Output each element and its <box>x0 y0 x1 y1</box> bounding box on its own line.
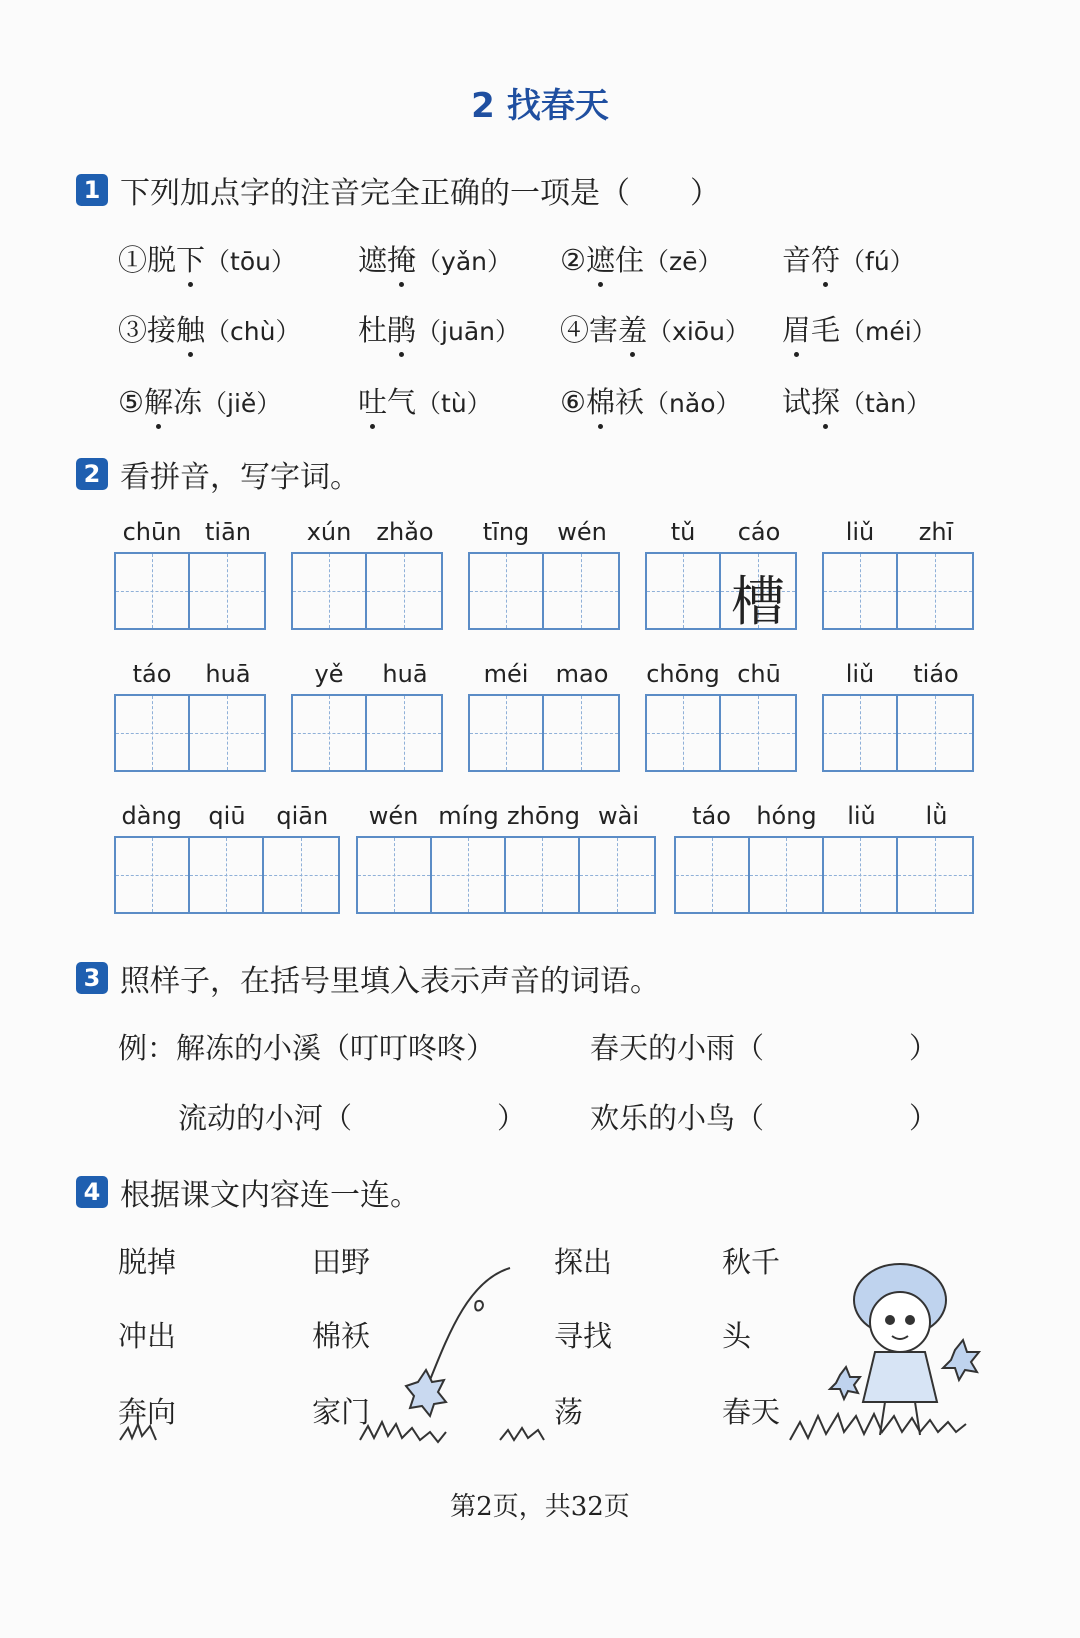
writing-cell[interactable] <box>544 554 618 628</box>
option-char: 音 <box>782 243 812 277</box>
pinyin-row <box>674 802 974 836</box>
q3-example: 例：解冻的小溪（叮叮咚咚） <box>118 1031 496 1065</box>
pinyin-row <box>645 660 797 694</box>
q1-option <box>560 308 750 349</box>
written-char: 槽 <box>731 570 785 633</box>
match-item[interactable]: 寻找 <box>554 1319 613 1353</box>
tianzige-cells <box>291 694 443 772</box>
pinyin-row <box>356 802 656 836</box>
question-number-badge: 2 <box>76 458 108 490</box>
word-box <box>468 660 620 772</box>
option-marker: ⑤ <box>118 385 144 419</box>
question-number-badge: 1 <box>76 174 108 206</box>
pinyin-label: táo <box>132 660 172 688</box>
option-pinyin: （yǎn） <box>416 247 512 276</box>
match-item[interactable]: 头 <box>722 1319 752 1353</box>
question-2 <box>76 452 360 496</box>
writing-cell[interactable] <box>676 838 750 912</box>
tianzige-cells <box>822 552 974 630</box>
word-box <box>468 518 620 630</box>
match-item[interactable]: 荡 <box>554 1395 584 1429</box>
pinyin-row <box>114 802 340 836</box>
match-item[interactable]: 探出 <box>554 1245 613 1279</box>
word-box <box>114 518 266 630</box>
pinyin-label: tǔ <box>670 518 696 546</box>
q1-option <box>118 308 300 349</box>
dotted-char: 探 <box>811 380 840 421</box>
q1-option <box>560 238 723 279</box>
writing-cell[interactable] <box>824 838 898 912</box>
dotted-char: 眉 <box>782 308 811 349</box>
writing-cell[interactable] <box>824 554 898 628</box>
lesson-number: 2 <box>471 86 495 126</box>
option-marker: ③ <box>118 313 148 347</box>
option-char: 冻 <box>173 385 203 419</box>
pinyin-label: chūn <box>122 518 182 546</box>
q3-item[interactable]: 欢乐的小鸟（ ） <box>590 1101 939 1135</box>
question-4 <box>76 1170 420 1214</box>
pinyin-label: dàng <box>121 802 182 830</box>
match-item[interactable]: 奔向 <box>118 1395 177 1429</box>
grass-small-icon <box>500 1428 544 1440</box>
q1-option <box>782 238 915 279</box>
word-box <box>356 802 656 914</box>
q3-item[interactable]: 流动的小河（ ） <box>178 1101 527 1135</box>
girl-illustration-icon <box>830 1264 979 1435</box>
pinyin-row <box>114 518 266 552</box>
dotted-char: 鹃 <box>387 308 416 349</box>
pinyin-label: huā <box>205 660 251 688</box>
dotted-char: 下 <box>176 238 205 279</box>
match-item[interactable]: 脱掉 <box>118 1245 177 1279</box>
pinyin-label: liǔ <box>847 802 876 830</box>
word-box <box>822 518 974 630</box>
pinyin-label: qiān <box>276 802 329 830</box>
option-pinyin: （nǎo） <box>644 389 741 418</box>
word-box <box>674 802 974 914</box>
writing-cell[interactable] <box>824 696 898 770</box>
option-marker: ④ <box>560 313 590 347</box>
lesson-title: 找春天 <box>506 86 609 126</box>
writing-cell[interactable] <box>432 838 506 912</box>
writing-cell[interactable] <box>190 696 264 770</box>
writing-cell[interactable] <box>647 554 721 628</box>
pinyin-row <box>645 518 797 552</box>
dotted-char: 棉 <box>586 380 615 421</box>
pinyin-label: wén <box>368 802 419 830</box>
pinyin-label: zhǎo <box>376 518 434 546</box>
tianzige-cells <box>645 694 797 772</box>
question-number-badge: 4 <box>76 1176 108 1208</box>
pinyin-label: chū <box>737 660 781 688</box>
grass-left-icon <box>120 1424 156 1440</box>
writing-cell[interactable] <box>898 696 972 770</box>
writing-cell[interactable] <box>721 554 795 633</box>
word-box <box>645 518 797 633</box>
writing-cell[interactable] <box>580 838 654 912</box>
writing-cell[interactable] <box>721 696 795 770</box>
pinyin-label: huā <box>382 660 428 688</box>
pinyin-label: wài <box>597 802 639 830</box>
option-pinyin: （xiōu） <box>647 317 750 346</box>
option-pinyin: （tōu） <box>205 247 296 276</box>
question-prompt: 根据课文内容连一连。 <box>120 1178 420 1213</box>
grass-right-icon <box>790 1414 966 1440</box>
dotted-char: 羞 <box>618 308 647 349</box>
dotted-char: 吐 <box>358 380 387 421</box>
decoration-illustration <box>0 1240 1080 1460</box>
tianzige-cells <box>114 694 266 772</box>
pinyin-label: xún <box>306 518 352 546</box>
pinyin-label: yě <box>314 660 344 688</box>
writing-cell[interactable] <box>898 838 972 912</box>
grass-middle-icon <box>360 1422 446 1442</box>
option-pinyin: （tù） <box>416 389 492 418</box>
pinyin-row <box>822 660 974 694</box>
writing-cell[interactable] <box>470 696 544 770</box>
pinyin-label: liǔ <box>845 518 875 546</box>
q1-option <box>358 380 492 421</box>
tianzige-cells <box>356 836 656 914</box>
pinyin-label: zhōng <box>507 802 580 830</box>
option-char: 气 <box>387 385 417 419</box>
writing-cell[interactable] <box>367 554 441 628</box>
flower-stem-line <box>430 1268 510 1380</box>
pinyin-label: wén <box>557 518 607 546</box>
match-item[interactable]: 家门 <box>312 1395 371 1429</box>
writing-cell[interactable] <box>116 696 190 770</box>
writing-cell[interactable] <box>190 554 264 628</box>
writing-cell[interactable] <box>116 838 190 912</box>
tianzige-cells <box>468 552 620 630</box>
option-char: 杜 <box>358 313 388 347</box>
q3-item[interactable]: 春天的小雨（ ） <box>590 1031 939 1065</box>
tianzige-cells <box>114 836 340 914</box>
option-char: 住 <box>615 243 645 277</box>
match-item[interactable]: 田野 <box>312 1245 371 1279</box>
match-item[interactable]: 春天 <box>722 1395 781 1429</box>
question-prompt: 下列加点字的注音完全正确的一项是（ ） <box>120 176 720 211</box>
option-char: 接 <box>147 313 177 347</box>
pinyin-label: táo <box>692 802 731 830</box>
match-item[interactable]: 冲出 <box>118 1319 177 1353</box>
tianzige-cells <box>674 836 974 914</box>
q1-option <box>358 308 520 349</box>
tianzige-cells <box>645 552 797 633</box>
option-pinyin: （juān） <box>416 317 520 346</box>
option-char: 脱 <box>147 243 177 277</box>
question-prompt: 照样子，在括号里填入表示声音的词语。 <box>120 964 660 999</box>
curl-icon <box>475 1301 483 1311</box>
question-1 <box>76 168 720 212</box>
writing-cell[interactable] <box>293 696 367 770</box>
pinyin-row <box>468 660 620 694</box>
pinyin-label: liǔ <box>845 660 875 688</box>
q1-option <box>358 238 512 279</box>
writing-cell[interactable] <box>293 554 367 628</box>
pinyin-label: tiān <box>205 518 251 546</box>
word-box <box>291 518 443 630</box>
word-box <box>291 660 443 772</box>
match-item[interactable]: 秋千 <box>722 1245 781 1279</box>
pinyin-label: lǜ <box>925 802 948 830</box>
option-marker: ① <box>118 243 148 277</box>
question-number-badge: 3 <box>76 962 108 994</box>
writing-cell[interactable] <box>647 696 721 770</box>
option-pinyin: （fú） <box>840 247 915 276</box>
option-pinyin: （zē） <box>644 247 723 276</box>
tianzige-cells <box>114 552 266 630</box>
flower-icon <box>406 1370 446 1416</box>
word-box <box>822 660 974 772</box>
match-item[interactable]: 棉袄 <box>312 1319 371 1353</box>
question-prompt: 看拼音，写字词。 <box>120 460 360 495</box>
option-char: 试 <box>782 385 812 419</box>
writing-cell[interactable] <box>367 696 441 770</box>
q1-option <box>782 380 931 421</box>
option-char: 遮 <box>358 243 388 277</box>
dotted-char: 遮 <box>586 238 615 279</box>
pinyin-row <box>291 518 443 552</box>
word-box <box>114 660 266 772</box>
option-pinyin: （tàn） <box>840 389 931 418</box>
pinyin-label: méi <box>483 660 529 688</box>
option-pinyin: （méi） <box>840 317 937 346</box>
option-char: 害 <box>589 313 619 347</box>
pinyin-label: tiáo <box>913 660 959 688</box>
writing-cell[interactable] <box>116 554 190 628</box>
option-pinyin: （chù） <box>205 317 301 346</box>
writing-cell[interactable] <box>264 838 338 912</box>
word-box <box>114 802 340 914</box>
pinyin-label: mao <box>555 660 609 688</box>
pinyin-label: hóng <box>756 802 817 830</box>
q1-option <box>118 238 296 279</box>
option-marker: ② <box>560 243 586 277</box>
writing-cell[interactable] <box>190 838 264 912</box>
writing-cell[interactable] <box>470 554 544 628</box>
word-box <box>645 660 797 772</box>
pinyin-row <box>468 518 620 552</box>
dotted-char: 触 <box>176 308 205 349</box>
pinyin-label: tīng <box>482 518 530 546</box>
pinyin-label: zhī <box>918 518 954 546</box>
dotted-char: 解 <box>144 380 173 421</box>
writing-cell[interactable] <box>358 838 432 912</box>
writing-cell[interactable] <box>506 838 580 912</box>
option-marker: ⑥ <box>560 385 586 419</box>
pinyin-row <box>291 660 443 694</box>
dotted-char: 掩 <box>387 238 416 279</box>
writing-cell[interactable] <box>898 554 972 628</box>
option-char: 袄 <box>615 385 645 419</box>
pinyin-label: chōng <box>646 660 720 688</box>
tianzige-cells <box>822 694 974 772</box>
dotted-char: 符 <box>811 238 840 279</box>
q1-option <box>782 308 937 349</box>
tianzige-cells <box>291 552 443 630</box>
option-pinyin: （jiě） <box>202 389 282 418</box>
q1-option <box>118 380 281 421</box>
q1-option <box>560 380 741 421</box>
pinyin-label: míng <box>438 802 499 830</box>
writing-cell[interactable] <box>544 696 618 770</box>
tianzige-cells <box>468 694 620 772</box>
pinyin-row <box>114 660 266 694</box>
page-footer: 第2页，共32页 <box>450 1492 630 1522</box>
option-char: 毛 <box>811 313 841 347</box>
pinyin-label: cáo <box>737 518 781 546</box>
writing-cell[interactable] <box>750 838 824 912</box>
page-title <box>0 78 1080 127</box>
pinyin-label: qiū <box>208 802 246 830</box>
pinyin-row <box>822 518 974 552</box>
question-3 <box>76 956 660 1000</box>
